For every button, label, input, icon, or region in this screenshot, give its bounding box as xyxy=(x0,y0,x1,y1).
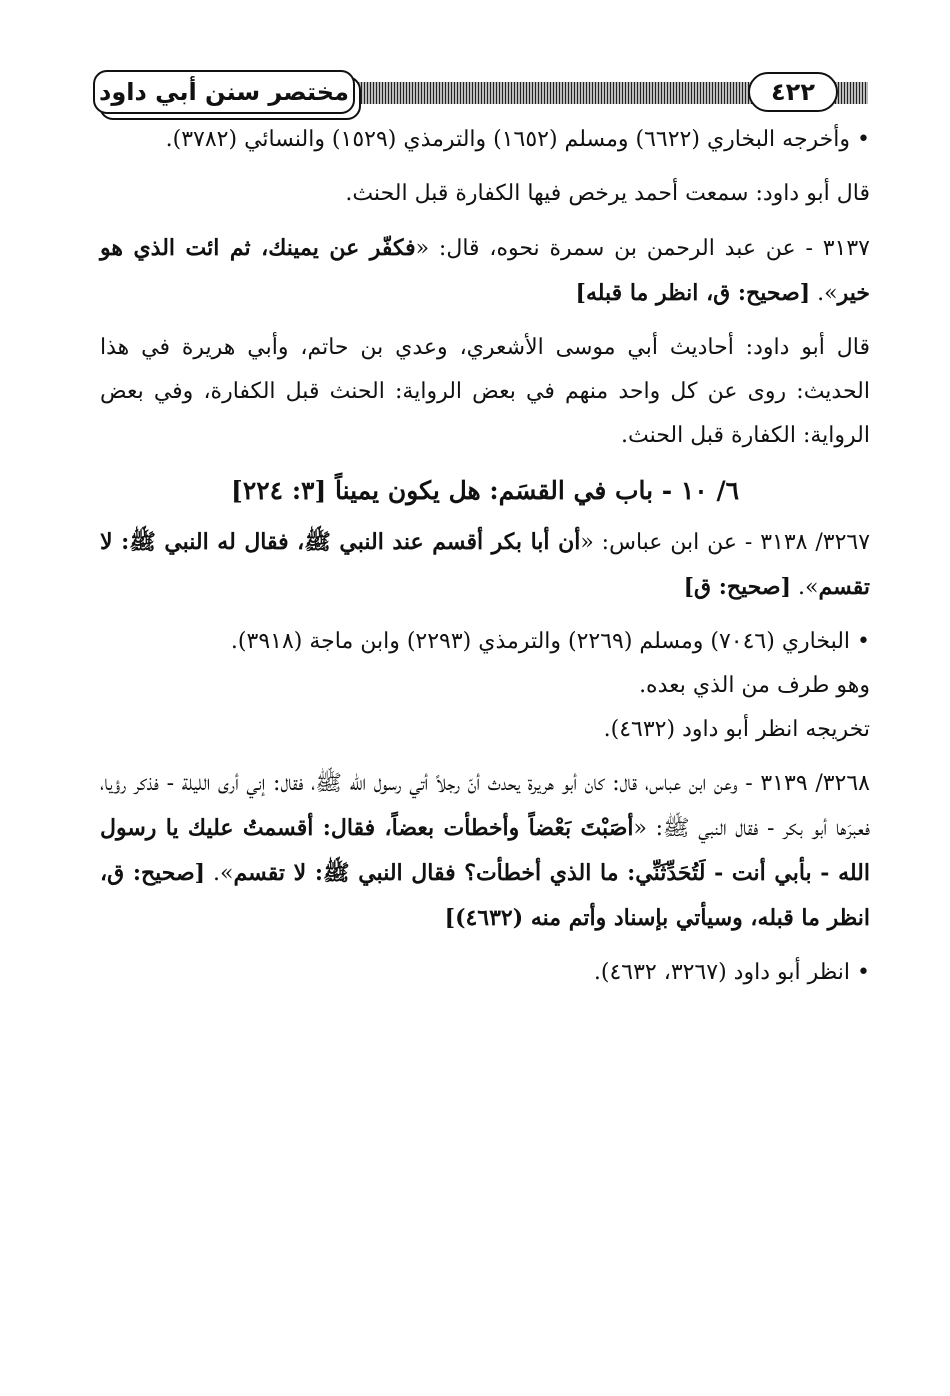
note-line-2: تخريجه انظر أبو داود (٤٦٣٢). xyxy=(603,717,870,742)
hadith-3139-grade: [صحيح: ق، انظر ما قبله، وسيأتي بإسناد وأتم منه (٤٦٣٢)] xyxy=(100,860,870,931)
chapter-heading: ٦/ ١٠ - باب في القسَم: هل يكون يميناً [٣: ٢٢٤] xyxy=(230,476,740,505)
hadith-3139-close: ». xyxy=(205,861,234,886)
page-body xyxy=(100,118,870,995)
hadith-3138-matn: أن أبا بكر أقسم عند النبي ﷺ، فقال له النبي ﷺ: لا تقسم xyxy=(100,529,870,600)
hadith-3138-grade: [صحيح: ق] xyxy=(683,574,792,600)
page-header xyxy=(93,68,868,118)
hadith-3138 xyxy=(100,520,870,610)
hadith-3137 xyxy=(100,226,870,316)
takhrij-note-2: • البخاري (٧٠٤٦) ومسلم (٢٢٦٩) والترمذي (٢٢٩٣) وابن ماجة (٣٩١٨). xyxy=(230,629,870,654)
takhrij-note-1: • وأخرجه البخاري (٦٦٢٢) ومسلم (١٦٥٢) والترمذي (١٥٢٩) والنسائي (٣٧٨٢). xyxy=(165,127,870,152)
hadith-3138-close: ». xyxy=(791,575,819,600)
hadith-3137-intro: ٣١٣٧ - عن عبد الرحمن بن سمرة نحوه، قال: « xyxy=(415,236,870,261)
book-title: مختصر سنن أبي داود xyxy=(93,70,355,114)
abu-dawud-comment-1: قال أبو داود: سمعت أحمد يرخص فيها الكفارة قبل الحنث. xyxy=(345,181,870,206)
hadith-3138-intro: ٣٢٦٧/ ٣١٣٨ - عن ابن عباس: « xyxy=(580,530,871,555)
page-number: ٤٢٢ xyxy=(748,72,838,112)
abu-dawud-comment-2: قال أبو داود: أحاديث أبي موسى الأشعري، وعدي بن حاتم، وأبي هريرة في هذا الحديث: روى عن كل واحد منهم في بعض الرواية: الحنث قبل الكفارة، وفي بعض الرواية: الكفارة قبل الحنث. xyxy=(100,335,870,448)
hadith-3137-grade: [صحيح: ق، انظر ما قبله] xyxy=(575,280,811,306)
hadith-3139 xyxy=(100,762,870,941)
hadith-3139-matn: أصَبْتَ بَعْضاً وأخطأت بعضاً، فقال: أقسمتُ عليك يا رسول الله - بأبي أنت - لَتُحَدِّثَنِّي: ما الذي أخطأت؟ فقال النبي ﷺ: لا تقسم xyxy=(100,815,870,886)
hadith-3137-matn: فكفّر عن يمينك، ثم ائت الذي هو خير xyxy=(100,235,870,306)
hadith-3137-close: ». xyxy=(810,281,838,306)
takhrij-note-3: • انظر أبو داود (٣٢٦٧، ٤٦٣٢). xyxy=(593,960,870,985)
note-line-1: وهو طرف من الذي بعده. xyxy=(639,673,870,698)
hadith-3139-intro: ٣٢٦٨/ ٣١٣٩ - وعن ابن عباس، قال: كان أبو هريرة يحدث أنّ رجلاً أتي رسول الله ﷺ، فقال: إني أرى الليلة - فذكر رؤيا، فعبرَها أبو بكر - فقال النبي ﷺ: « xyxy=(100,771,871,841)
